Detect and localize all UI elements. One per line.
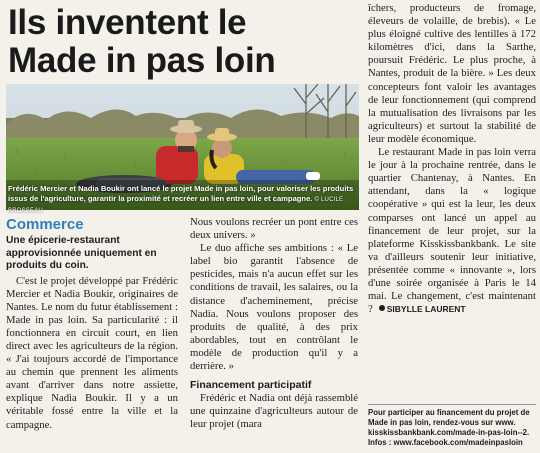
column-3 xyxy=(368,2,536,316)
info-line-2: Made in pas loin, rendez-vous sur www. xyxy=(368,418,516,427)
column-1 xyxy=(6,216,178,432)
headline-line-1: Ils inventent le xyxy=(8,3,247,42)
photo-caption xyxy=(8,184,356,216)
lede: Une épicerie-restaurant approvisionnée uniquement en produits du coin. xyxy=(6,235,157,271)
bullet-icon xyxy=(379,305,385,311)
paragraph: C'est le projet développé par Frédéric Mercier et Nadia Boukir, originaires de Nantes. Le nom du futur établissement : Made in pas loin. Sa particularité : il fonctionnera en circuit court, en lien direct avec les agriculteurs de la région. « J'ai toujours accordé de l'importance au chemin que prennent les aliments avant d'arriver dans notre assiette, explique Nadia Boukir. Il y a un véritable fossé entre la ville et la campagne. xyxy=(6,274,178,431)
section-label: Commerce xyxy=(6,216,84,233)
info-box xyxy=(368,404,536,448)
caption-line-1: Frédéric Mercier et Nadia Boukir ont lancé le projet Made in pas loin, pour valoriser les produits xyxy=(8,184,354,193)
photo-credit: © LUCILE BROSSEAU xyxy=(8,197,344,214)
paragraph: Nous voulons recréer un pont entre ces deux univers. » xyxy=(190,216,358,242)
headline-line-2: Made in pas loin xyxy=(8,41,276,80)
info-line-3[interactable]: kisskissbankbank.com/made-in-pas-loin--2. xyxy=(368,428,530,437)
paragraph: îchers, producteurs de fromage, éleveurs de volaille, de brebis). « Le plus éloigné cultive des lentilles à 172 kilomètres d'ici, dans la Sarthe, poursuit Frédéric. Le plus proche, à Nantes, produit de la bière. » Les deux concepteurs font valoir les avantages de leur fonctionnement (qui comprend la mutualisation des livraisons par les agriculteurs) et surtout la stabilité de leur modèle économique. xyxy=(368,2,536,145)
caption-line-2: issus de l'agriculture, garantir la proximité et recréer un lien entre ville et campagne. xyxy=(8,194,313,203)
paragraph-text: Le restaurant Made in pas loin verra le jour à la prochaine rentrée, dans le quartier Chantenay, à Nantes. En attendant, dans la « logique coopérative » qui est la leur, les deux comparses ont lancé un appel au financement de leur projet, sur la plateforme Kisskissbankbank. Le site va d'ailleurs soutenir leur initiative, présentée comme « innovante », lors d'une soirée organisée à Paris le 14 mai. Le changement, c'est maintenant ? xyxy=(368,146,536,316)
paragraph: Le duo affiche ses ambitions : « Le label bio garantit l'absence de pesticides, mais n'a aucun effet sur les conditions de travail, les salaires, ou la distance d'acheminement, précise Nadia. Nous voulons proposer des produits de qualité, à des prix abordables, tout en contrôlant le modèle de production qu'il y a derrière. » xyxy=(190,242,358,373)
byline: SIBYLLE LAURENT xyxy=(386,304,466,315)
column-2 xyxy=(190,216,358,431)
subheading: Financement participatif xyxy=(190,379,312,392)
headline xyxy=(8,4,360,80)
info-line-1: Pour participer au financement du projet de xyxy=(368,408,530,417)
paragraph xyxy=(368,146,536,316)
info-line-4[interactable]: Infos : www.facebook.com/madeinpasloin xyxy=(368,438,523,447)
paragraph: Frédéric et Nadia ont déjà rassemblé une quinzaine d'agriculteurs autour de leur projet (mara xyxy=(190,392,358,431)
